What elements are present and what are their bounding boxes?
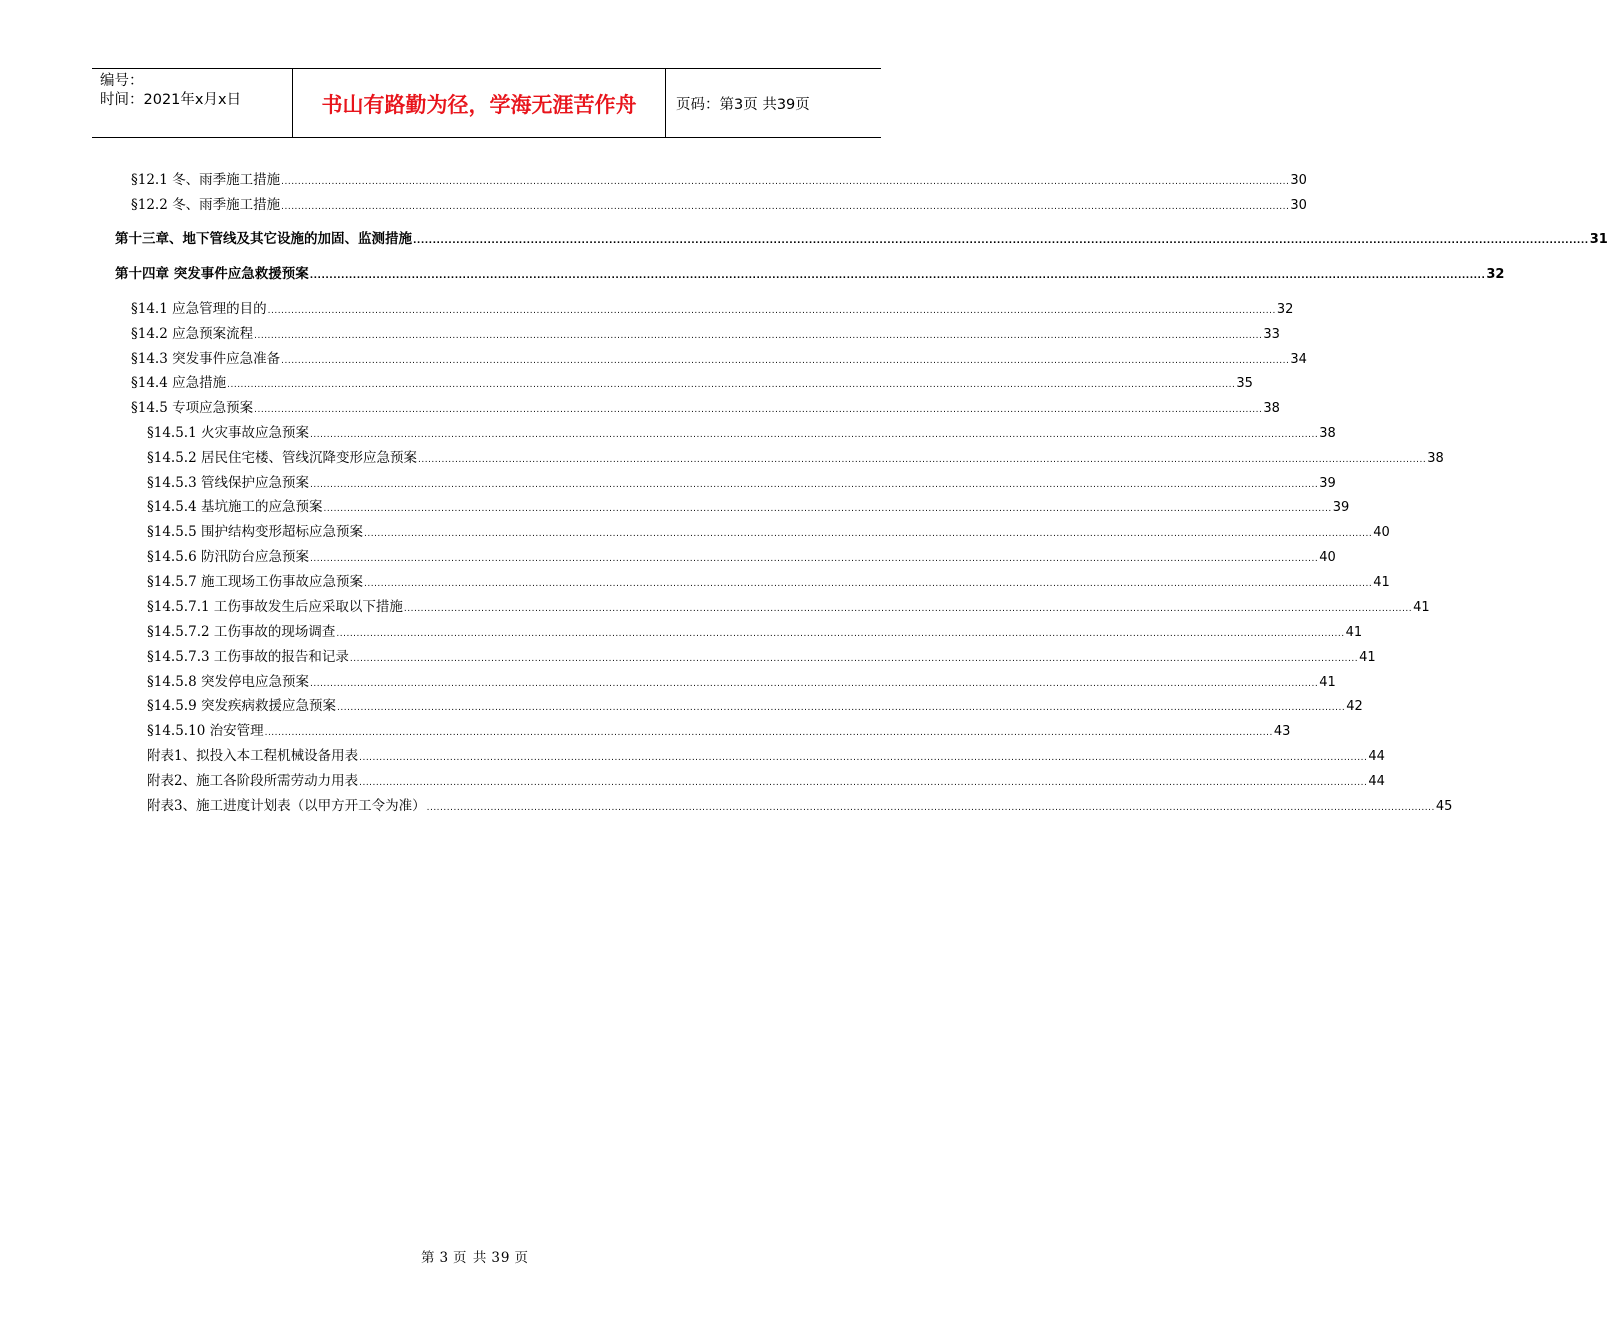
toc-entry-page: 38 (1319, 426, 1336, 441)
toc-entry-page: 43 (1273, 724, 1291, 739)
toc-entry-page: 35 (1236, 376, 1253, 391)
toc-entry-title: §14.5.4 基坑施工的应急预案 (147, 499, 323, 515)
toc-leader-dots: ............................................................................................................................................................................................................................................................................................................ (309, 271, 1486, 281)
toc-entry[interactable] (115, 265, 1505, 285)
toc-entry-title: §14.5.9 突发疾病救援应急预案 (147, 698, 336, 714)
toc-leader-dots: ............................................................................................................................................................................................................................................................................................................ (336, 629, 1345, 639)
toc-entry[interactable] (131, 350, 1307, 370)
toc-entry-page: 41 (1345, 625, 1363, 640)
footer-page: 3 (439, 1250, 450, 1266)
toc-leader-dots: ............................................................................................................................................................................................................................................................................................................ (336, 703, 1346, 713)
toc-entry[interactable] (131, 374, 1253, 394)
toc-leader-dots: ............................................................................................................................................................................................................................................................................................................ (309, 430, 1319, 440)
toc-entry-page: 34 (1290, 352, 1307, 367)
toc-entry-title: §14.5.5 围护结构变形超标应急预案 (147, 524, 363, 540)
toc-entry-title: §12.2 冬、雨季施工措施 (131, 197, 281, 213)
toc-entry-page: 40 (1319, 550, 1336, 565)
toc-entry-title: §14.5.3 管线保护应急预案 (147, 475, 309, 491)
toc-entry[interactable] (147, 498, 1350, 518)
toc-entry[interactable] (131, 325, 1280, 345)
toc-entry-page: 45 (1435, 799, 1453, 814)
page-header (92, 68, 881, 138)
document-number: 编号： (100, 73, 144, 89)
toc-leader-dots: ............................................................................................................................................................................................................................................................................................................ (281, 356, 1290, 366)
toc-entry-title: §14.5.7.2 工伤事故的现场调查 (147, 624, 336, 640)
toc-leader-dots: ............................................................................................................................................................................................................................................................................................................ (254, 405, 1263, 415)
toc-entry[interactable] (131, 399, 1280, 419)
toc-leader-dots: ............................................................................................................................................................................................................................................................................................................ (363, 529, 1373, 539)
toc-entry-title: 附表2、施工各阶段所需劳动力用表 (147, 773, 359, 789)
toc-entry-title: 附表1、拟投入本工程机械设备用表 (147, 748, 359, 764)
toc-entry-page: 39 (1332, 500, 1350, 515)
toc-entry-title: §14.5.7.1 工伤事故发生后应采取以下措施 (147, 599, 403, 615)
toc-leader-dots: ............................................................................................................................................................................................................................................................................................................ (254, 331, 1263, 341)
toc-entry-page: 30 (1290, 173, 1307, 188)
toc-leader-dots: ............................................................................................................................................................................................................................................................................................................ (309, 554, 1319, 564)
toc-entry-title: §14.5.7 施工现场工伤事故应急预案 (147, 574, 363, 590)
toc-entry[interactable] (131, 300, 1294, 320)
toc-entry[interactable] (147, 772, 1385, 792)
toc-leader-dots: ............................................................................................................................................................................................................................................................................................................ (267, 306, 1276, 316)
toc-leader-dots: ............................................................................................................................................................................................................................................................................................................ (281, 177, 1290, 187)
toc-entry[interactable] (115, 230, 1608, 250)
toc-entry[interactable] (147, 797, 1453, 817)
toc-entry-page: 33 (1263, 327, 1280, 342)
toc-leader-dots: ............................................................................................................................................................................................................................................................................................................ (309, 480, 1319, 490)
toc-entry-title: §14.5.10 治安管理 (147, 723, 264, 739)
toc-entry-page: 38 (1427, 451, 1444, 466)
toc-entry[interactable] (131, 196, 1307, 216)
toc-leader-dots: ............................................................................................................................................................................................................................................................................................................ (323, 504, 1332, 514)
header-meta (92, 69, 293, 137)
footer-total: 39 (491, 1250, 511, 1266)
toc-entry-page: 41 (1373, 575, 1390, 590)
toc-entry-page: 41 (1359, 650, 1376, 665)
toc-entry[interactable] (147, 747, 1385, 767)
toc-leader-dots: ............................................................................................................................................................................................................................................................................................................ (403, 604, 1413, 614)
toc-entry-title: §14.4 应急措施 (131, 375, 227, 391)
toc-leader-dots: ............................................................................................................................................................................................................................................................................................................ (359, 778, 1368, 788)
toc-entry-title: §14.5.1 火灾事故应急预案 (147, 425, 309, 441)
page-footer (0, 1246, 950, 1266)
toc-entry-title: §14.5.7.3 工伤事故的报告和记录 (147, 649, 349, 665)
toc-entry[interactable] (147, 623, 1363, 643)
toc-leader-dots: ............................................................................................................................................................................................................................................................................................................ (309, 679, 1319, 689)
footer-middle: 页 共 (453, 1250, 488, 1266)
toc-entry-title: §14.1 应急管理的目的 (131, 301, 267, 317)
toc-entry-title: 第十四章 突发事件应急救援预案 (115, 266, 309, 282)
toc-entry-page: 41 (1319, 675, 1336, 690)
toc-entry-page: 32 (1486, 267, 1505, 282)
toc-entry[interactable] (131, 171, 1307, 191)
toc-entry-page: 44 (1368, 749, 1385, 764)
toc-entry-page: 44 (1368, 774, 1385, 789)
toc-entry[interactable] (147, 648, 1376, 668)
toc-entry-title: 附表3、施工进度计划表（以甲方开工令为准） (147, 798, 426, 814)
toc-entry[interactable] (147, 697, 1363, 717)
toc-entry-title: 第十三章、地下管线及其它设施的加固、监测措施 (115, 231, 412, 247)
toc-entry[interactable] (147, 548, 1336, 568)
toc-entry[interactable] (147, 573, 1390, 593)
toc-entry-page: 42 (1346, 699, 1363, 714)
toc-entry-page: 38 (1263, 401, 1280, 416)
document-time: 时间：2021年x月x日 (100, 92, 242, 108)
toc-entry-title: §14.5.2 居民住宅楼、管线沉降变形应急预案 (147, 450, 417, 466)
toc-entry-title: §14.2 应急预案流程 (131, 326, 254, 342)
toc-entry-title: §12.1 冬、雨季施工措施 (131, 172, 281, 188)
footer-suffix: 页 (514, 1250, 530, 1266)
toc-leader-dots: ............................................................................................................................................................................................................................................................................................................ (227, 380, 1236, 390)
toc-entry-page: 41 (1413, 600, 1430, 615)
toc-leader-dots: ............................................................................................................................................................................................................................................................................................................ (363, 579, 1373, 589)
toc-leader-dots: ............................................................................................................................................................................................................................................................................................................ (359, 753, 1368, 763)
toc-entry-page: 39 (1319, 476, 1336, 491)
toc-leader-dots: ............................................................................................................................................................................................................................................................................................................ (426, 803, 1435, 813)
header-motto: 书山有路勤为径，学海无涯苦作舟 (293, 69, 666, 137)
toc-entry-page: 40 (1373, 525, 1390, 540)
toc-entry[interactable] (147, 523, 1390, 543)
toc-entry[interactable] (147, 722, 1291, 742)
toc-leader-dots: ............................................................................................................................................................................................................................................................................................................ (264, 728, 1273, 738)
footer-prefix: 第 (420, 1250, 436, 1266)
toc-entry-title: §14.5.8 突发停电应急预案 (147, 674, 309, 690)
toc-leader-dots: ............................................................................................................................................................................................................................................................................................................ (413, 236, 1589, 246)
toc-entry[interactable] (147, 598, 1430, 618)
toc-leader-dots: ............................................................................................................................................................................................................................................................................................................ (281, 202, 1290, 212)
toc-entry-title: §14.5 专项应急预案 (131, 400, 254, 416)
toc-entry[interactable] (147, 449, 1444, 469)
toc-entry-page: 31 (1589, 232, 1608, 247)
toc-entry[interactable] (147, 424, 1336, 444)
toc-entry-title: §14.5.6 防汛防台应急预案 (147, 549, 309, 565)
toc-entry-page: 32 (1276, 302, 1294, 317)
header-page-number: 页码：第3页 共39页 (676, 96, 810, 113)
toc-leader-dots: ............................................................................................................................................................................................................................................................................................................ (349, 654, 1359, 664)
toc-entry-title: §14.3 突发事件应急准备 (131, 351, 281, 367)
toc-entry-page: 30 (1290, 198, 1307, 213)
toc-leader-dots: ............................................................................................................................................................................................................................................................................................................ (417, 455, 1427, 465)
toc-entry[interactable] (147, 673, 1336, 693)
toc-entry[interactable] (147, 474, 1336, 494)
